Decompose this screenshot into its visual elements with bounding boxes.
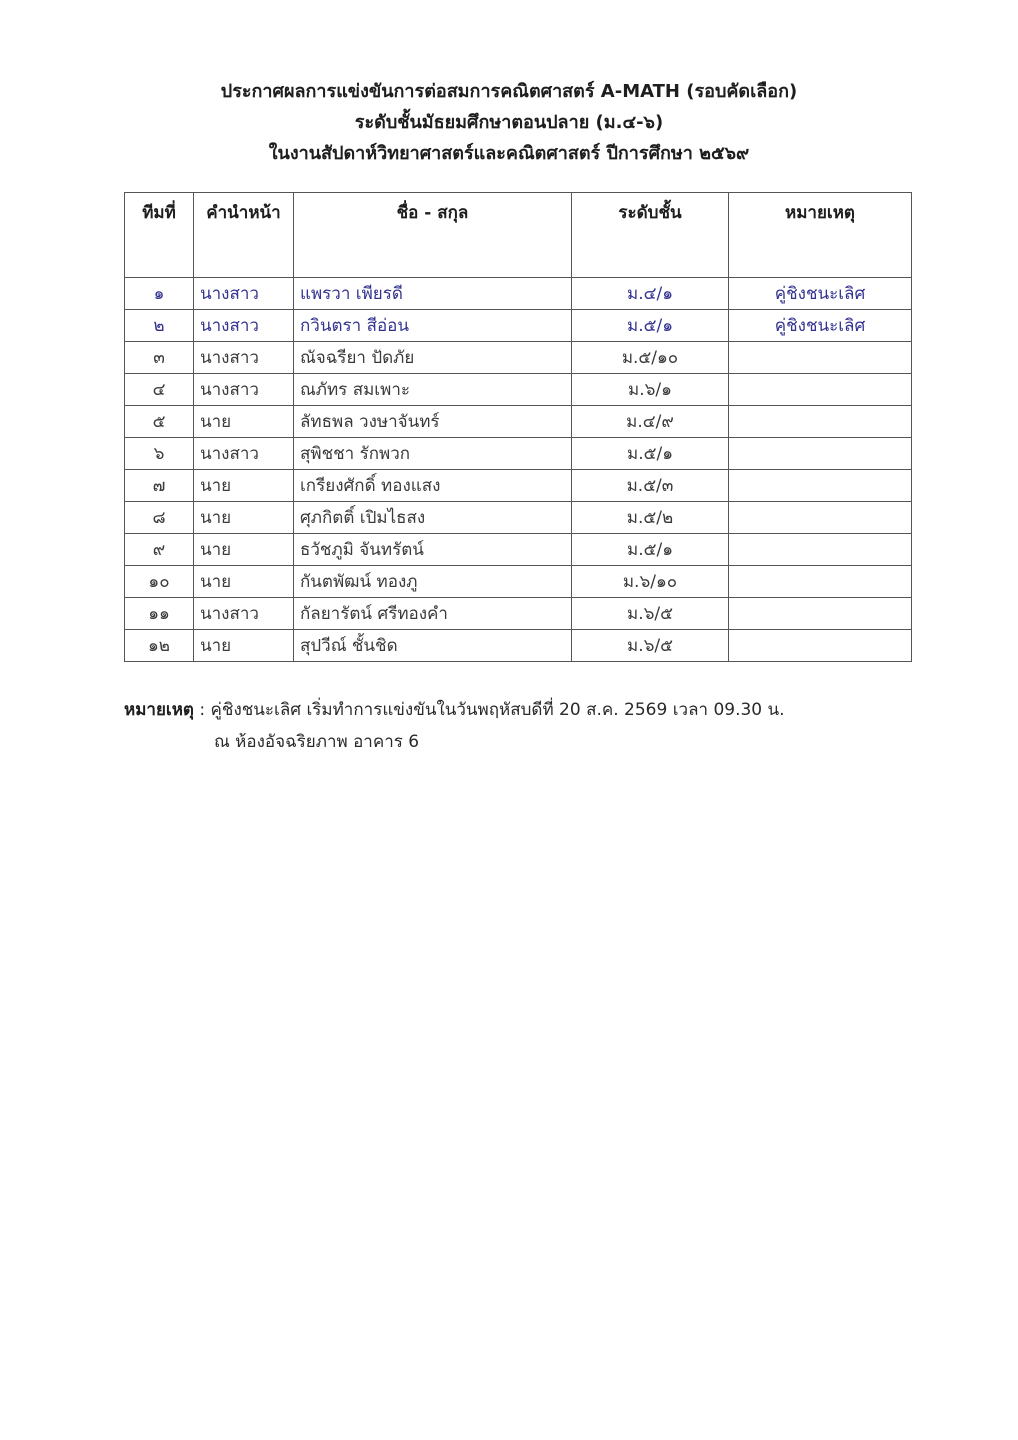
cell-level: ม.๖/๕ <box>572 598 729 630</box>
cell-team: ๘ <box>125 502 194 534</box>
remark-separator: : <box>193 700 211 720</box>
cell-level: ม.๕/๓ <box>572 470 729 502</box>
remark-line-2: ณ ห้องอัจฉริยภาพ อาคาร 6 <box>214 732 420 752</box>
cell-name: สุปวีณ์ ชั้นชิด <box>294 630 572 662</box>
table-row <box>125 630 912 662</box>
table-row <box>125 310 912 342</box>
cell-name: ศุภกิตติ์ เปิมไธสง <box>294 502 572 534</box>
header-level: ระดับชั้น <box>572 193 729 278</box>
cell-name: ณัจฉรียา ปัดภัย <box>294 342 572 374</box>
cell-name: สุพิชชา รักพวก <box>294 438 572 470</box>
cell-note <box>729 598 912 630</box>
title-line-1: ประกาศผลการแข่งขันการต่อสมการคณิตศาสตร์ A-MATH (รอบคัดเลือก) <box>220 81 798 102</box>
table-row <box>125 598 912 630</box>
cell-level: ม.๕/๒ <box>572 502 729 534</box>
cell-team: ๑๑ <box>125 598 194 630</box>
results-table <box>124 192 912 662</box>
remark-text: คู่ชิงชนะเลิศ เริ่มทำการแข่งขันในวันพฤหัสบดีที่ 20 ส.ค. 2569 เวลา 09.30 น. <box>210 700 785 720</box>
cell-title: นาย <box>194 470 294 502</box>
cell-note: คู่ชิงชนะเลิศ <box>729 278 912 310</box>
cell-note: คู่ชิงชนะเลิศ <box>729 310 912 342</box>
cell-note <box>729 374 912 406</box>
cell-team: ๒ <box>125 310 194 342</box>
cell-title: นางสาว <box>194 310 294 342</box>
cell-title: นางสาว <box>194 278 294 310</box>
cell-note <box>729 502 912 534</box>
cell-level: ม.๕/๑ <box>572 534 729 566</box>
title-line-3: ในงานสัปดาห์วิทยาศาสตร์และคณิตศาสตร์ ปีการศึกษา ๒๕๖๙ <box>268 143 750 164</box>
table-row <box>125 470 912 502</box>
remark-line-1 <box>124 694 994 726</box>
table-row <box>125 374 912 406</box>
table-row <box>125 534 912 566</box>
cell-level: ม.๕/๑ <box>572 438 729 470</box>
cell-note <box>729 406 912 438</box>
table-row <box>125 406 912 438</box>
header-note: หมายเหตุ <box>729 193 912 278</box>
title-line-2: ระดับชั้นมัธยมศึกษาตอนปลาย (ม.๔-๖) <box>354 112 664 133</box>
cell-title: นางสาว <box>194 438 294 470</box>
cell-title: นาย <box>194 502 294 534</box>
table-row <box>125 502 912 534</box>
cell-title: นาย <box>194 566 294 598</box>
cell-name: ณภัทร สมเพาะ <box>294 374 572 406</box>
cell-note <box>729 470 912 502</box>
remark-label: หมายเหตุ <box>124 700 194 720</box>
table-header-row <box>125 193 912 278</box>
cell-name: กวินตรา สีอ่อน <box>294 310 572 342</box>
cell-team: ๑ <box>125 278 194 310</box>
table-row <box>125 342 912 374</box>
cell-title: นาย <box>194 534 294 566</box>
cell-level: ม.๖/๕ <box>572 630 729 662</box>
cell-level: ม.๖/๑ <box>572 374 729 406</box>
table-body <box>125 278 912 662</box>
cell-note <box>729 630 912 662</box>
cell-team: ๑๒ <box>125 630 194 662</box>
announcement-title <box>0 76 1018 169</box>
cell-team: ๑๐ <box>125 566 194 598</box>
remark-section <box>124 694 994 758</box>
table-row <box>125 438 912 470</box>
cell-title: นางสาว <box>194 374 294 406</box>
cell-name: ลัทธพล วงษาจันทร์ <box>294 406 572 438</box>
cell-level: ม.๔/๑ <box>572 278 729 310</box>
cell-name: ธวัชภูมิ จันทรัตน์ <box>294 534 572 566</box>
cell-team: ๙ <box>125 534 194 566</box>
cell-level: ม.๔/๙ <box>572 406 729 438</box>
header-team: ทีมที่ <box>125 193 194 278</box>
cell-title: นางสาว <box>194 342 294 374</box>
cell-team: ๕ <box>125 406 194 438</box>
header-name: ชื่อ - สกุล <box>294 193 572 278</box>
cell-title: นาย <box>194 630 294 662</box>
cell-name: กันตพัฒน์ ทองภู <box>294 566 572 598</box>
cell-team: ๖ <box>125 438 194 470</box>
table-row <box>125 566 912 598</box>
cell-note <box>729 342 912 374</box>
cell-name: แพรวา เพียรดี <box>294 278 572 310</box>
table-row <box>125 278 912 310</box>
cell-level: ม.๕/๑๐ <box>572 342 729 374</box>
cell-name: เกรียงศักดิ์ ทองแสง <box>294 470 572 502</box>
cell-name: กัลยารัตน์ ศรีทองคำ <box>294 598 572 630</box>
cell-note <box>729 438 912 470</box>
header-title: คำนำหน้า <box>194 193 294 278</box>
cell-level: ม.๖/๑๐ <box>572 566 729 598</box>
cell-level: ม.๕/๑ <box>572 310 729 342</box>
cell-team: ๗ <box>125 470 194 502</box>
cell-note <box>729 534 912 566</box>
cell-title: นาย <box>194 406 294 438</box>
cell-team: ๓ <box>125 342 194 374</box>
cell-note <box>729 566 912 598</box>
cell-team: ๔ <box>125 374 194 406</box>
cell-title: นางสาว <box>194 598 294 630</box>
